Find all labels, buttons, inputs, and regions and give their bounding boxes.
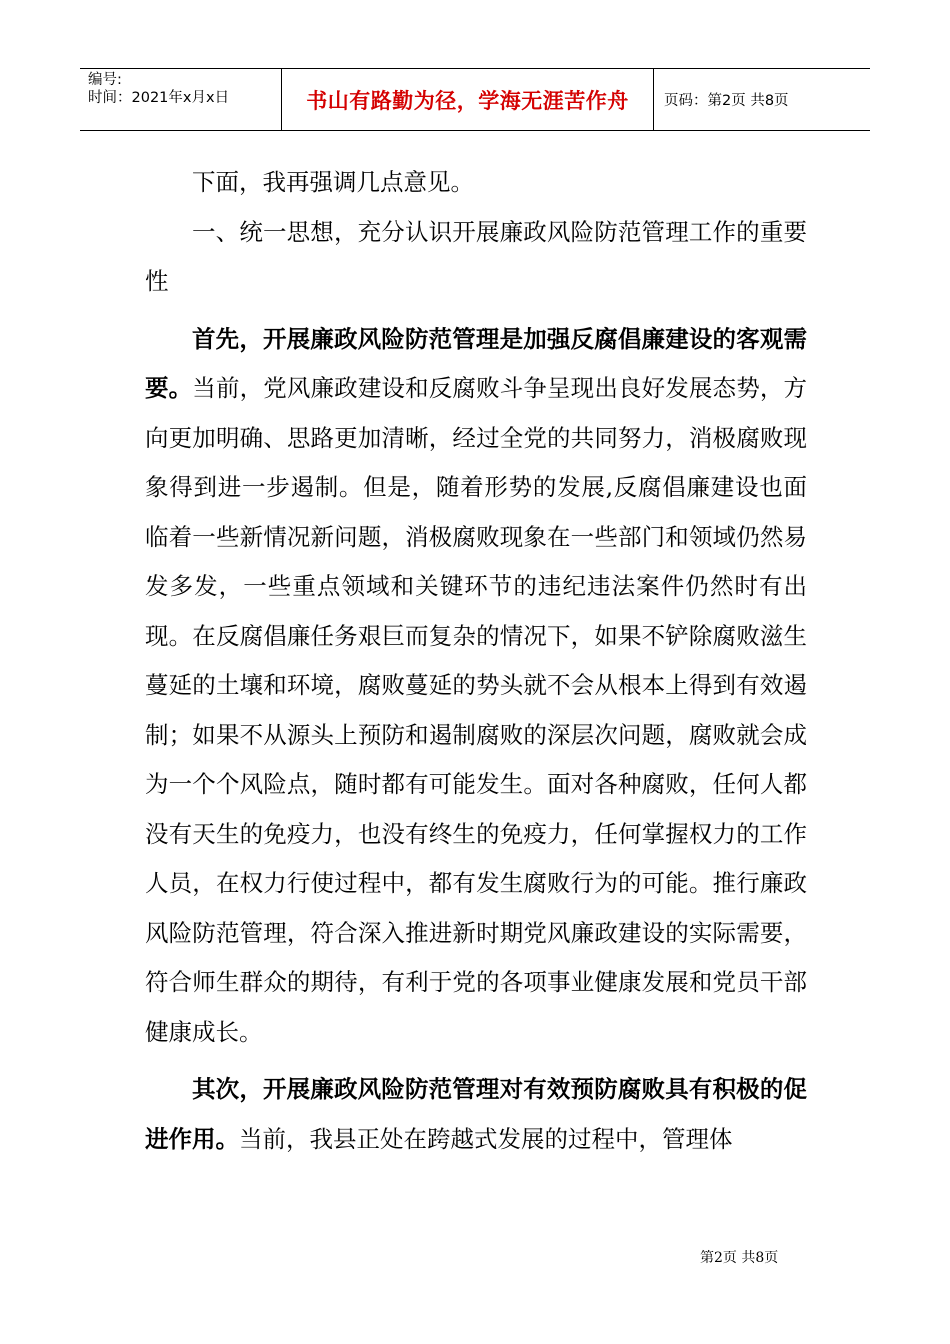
section-heading: 一、统一思想，充分认识开展廉政风险防范管理工作的重要性: [145, 217, 807, 295]
page-header: [80, 68, 870, 131]
paragraph-intro: 下面，我再强调几点意见。: [192, 168, 474, 196]
paragraph-second-point: [145, 1065, 807, 1164]
document-time-label: 时间：2021年x月x日: [88, 90, 230, 106]
paragraph-body-text: 当前，我县正处在跨越式发展的过程中，管理体: [239, 1124, 733, 1153]
paragraph-lead-bold: 首先，开展廉政风险防范管理是加强反腐倡廉建设的客观需要。: [145, 324, 807, 402]
document-body: [145, 158, 807, 1164]
paragraph-body-text: 当前，党风廉政建设和反腐败斗争呈现出良好发展态势，方向更加明确、思路更加清晰，经过全党的共同努力，消极腐败现象得到进一步遏制。但是，随着形势的发展,反腐倡廉建设也面临着一些新情况新问题，消极腐败现象在一些部门和领域仍然易发多发，一些重点领域和关键环节的违纪违法案件仍然时有出现。在反腐倡廉任务艰巨而复杂的情况下，如果不铲除腐败滋生蔓延的土壤和环境，腐败蔓延的势头就不会从根本上得到有效遏制；如果不从源头上预防和遏制腐败的深层次问题，腐败就会成为一个个风险点，随时都有可能发生。面对各种腐败，任何人都没有天生的免疫力，也没有终生的免疫力，任何掌握权力的工作人员，在权力行使过程中，都有发生腐败行为的可能。推行廉政风险防范管理，符合深入推进新时期党风廉政建设的实际需要，符合师生群众的期待，有利于党的各项事业健康发展和党员干部健康成长。: [145, 374, 807, 1046]
paragraph-first-point: [145, 315, 807, 1058]
page-footer: 第2页 共8页: [700, 1250, 779, 1266]
document-number-label: 编号:: [88, 72, 122, 88]
header-page-number: 页码：第2页 共8页: [664, 93, 789, 109]
header-motto: 书山有路勤为径，学海无涯苦作舟: [282, 69, 654, 130]
header-meta-cell: [80, 69, 282, 130]
paragraph-lead-bold: 其次，开展廉政风险防范管理对有效预防腐败具有积极的促进作用。: [145, 1075, 807, 1153]
